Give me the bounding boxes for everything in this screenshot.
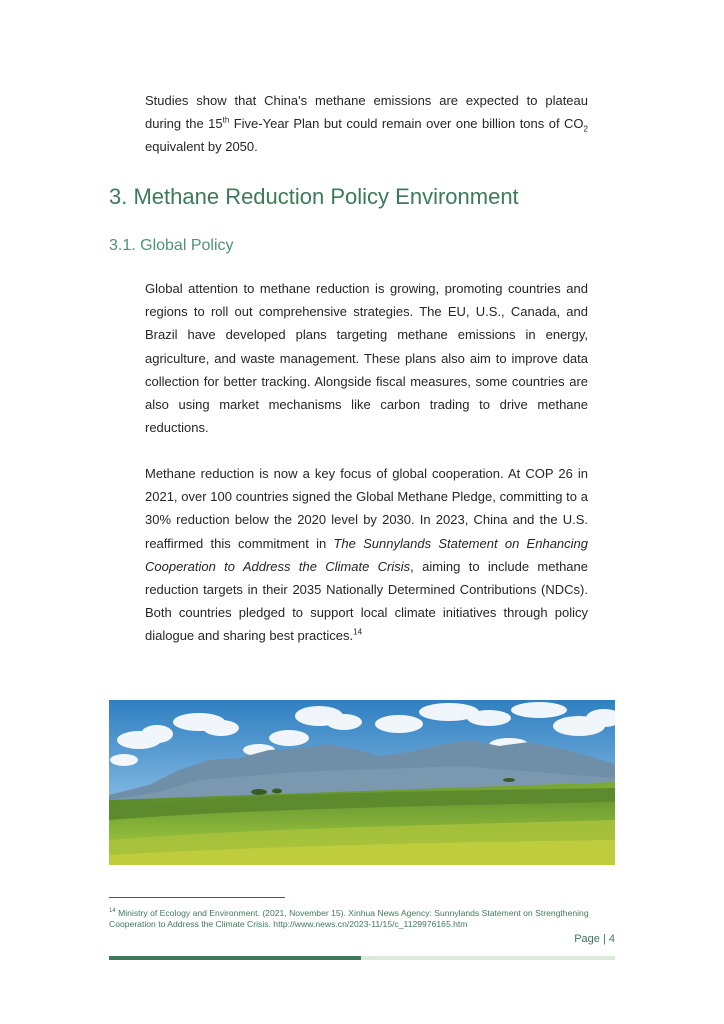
landscape-banner-image [109,700,615,865]
intro-text-3: equivalent by 2050. [145,139,258,155]
subsection-heading: 3.1. Global Policy [109,237,234,254]
intro-text-1: Studies show that China's methane emissions are expected to plateau during the 15 [145,93,588,132]
paragraph-global-attention: Global attention to methane reduction is growing, promoting countries and regions to roll out comprehensive strategies. The EU, U.S., Canada, and Brazil have developed plans targeting methane emissions in energy, agriculture, and waste management. These plans also aim to improve data collection for better tracking. Alongside fiscal measures, some countries are also using market mechanisms like carbon trading to drive methane reductions. [145,281,588,436]
footnote-text: Ministry of Ecology and Environment. (2021, November 15). Xinhua News Agency: Sunnylands Statement on Strengthening Cooperation to Address the Climate Crisis. http://www.news.cn/2023-11/15/c_1129976165.htm [109,907,589,929]
footer-bar-dark [109,956,361,960]
section-heading: 3. Methane Reduction Policy Environment [109,184,519,209]
footnote-separator [109,897,285,898]
footnote [109,906,609,930]
para2-text-2: , aiming to include methane reduction targets in their 2035 Nationally Determined Contributions (NDCs). Both countries pledged to support local climate initiatives through policy dialogue and sharing best practices. [145,558,589,644]
page-number: Page | 4 [574,933,615,945]
intro-superscript: th [222,115,230,125]
footnote-reference[interactable]: 14 [353,628,363,638]
footer-bar-light [361,956,615,960]
sunnylands-title: The Sunnylands Statement on Enhancing Cooperation to Address the Climate Crisis [145,535,588,574]
intro-paragraph [145,89,588,159]
paragraph-global-cooperation [145,462,588,648]
footnote-number: 14 [109,908,116,914]
intro-subscript: 2 [583,124,588,134]
para2-text-1: Methane reduction is now a key focus of global cooperation. At COP 26 in 2021, over 100 countries signed the Global Methane Pledge, committing to a 30% reduction below the 2020 level by 2030. In 2023, China and the U.S. reaffirmed this commitment in [145,466,588,551]
intro-text-2: Five-Year Plan but could remain over one billion tons of CO [229,116,584,132]
